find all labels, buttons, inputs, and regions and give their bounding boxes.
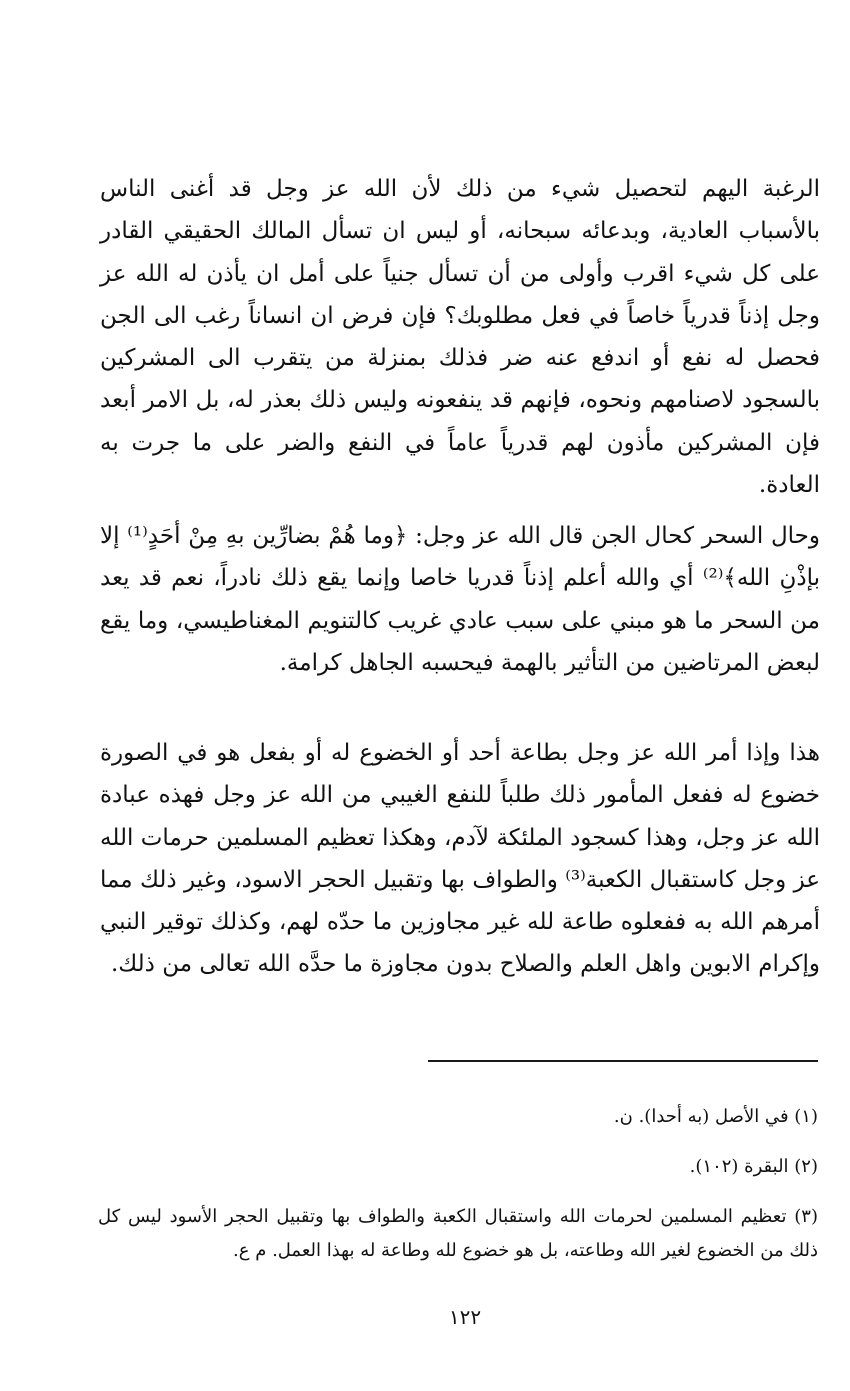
body-paragraph-1: الرغبة اليهم لتحصيل شيء من ذلك لأن الله عز وجل قد أغنى الناس بالأسباب العادية، وبدعائه سبحانه، أو ليس ان تسأل المالك الحقيقي القادر على كل شيء اقرب وأولى من أن تسأل جنياً على أمل ان يأذن له الله عز وجل إذناً قدرياً خاصاً في فعل مطلوبك؟ فإن فرض ان انساناً رغب الى الجن فحصل له نفع أو اندفع عنه ضر فذلك بمنزلة من يتقرب الى المشركين بالسجود لاصنامهم ونحوه، فإنهم قد ينفعونه وليس ذلك بعذر له، بل الامر أبعد فإن المشركين مأذون لهم قدرياً عاماً في النفع والضر على ما جرت به العادة. [100, 176, 820, 499]
footnote-separator [428, 1060, 818, 1062]
body-paragraph-2: وحال السحر كحال الجن قال الله عز وجل: ﴿وما هُمْ بضارِّين بهِ مِنْ أحَدٍ⁽¹⁾ إلا بإذْنِ الله﴾⁽²⁾ أي والله أعلم إذناً قدريا خاصا وإنما يقع ذلك نادراً، نعم قد يعد من السحر ما هو مبني على سبب عادي غريب كالتنويم المغناطيسي، وما يقع لبعض المرتاضين من التأثير بالهمة فيحسبه الجاهل كرامة. [100, 523, 820, 676]
body-paragraph-3: هذا وإذا أمر الله عز وجل بطاعة أحد أو الخضوع له أو بفعل هو في الصورة خضوع له ففعل المأمور ذلك طلباً للنفع الغيبي من الله عز وجل فهذه عبادة الله عز وجل، وهذا كسجود الملئكة لآدم، وهكذا تعظيم المسلمين حرمات الله عز وجل كاستقبال الكعبة⁽³⁾ والطواف بها وتقبيل الحجر الاسود، وغير ذلك مما أمرهم الله به ففعلوه طاعة لله غير مجاوزين ما حدّه لهم، وكذلك توقير النبي وإكرام الابوين واهل العلم والصلاح بدون مجاوزة ما حدَّه الله تعالى من ذلك. [100, 740, 821, 978]
page-number: ١٢٢ [448, 1305, 482, 1329]
footnote-2: (٢) البقرة (١٠٢). [689, 1156, 818, 1177]
footnote-3: (٣) تعظيم المسلمين لحرمات الله واستقبال الكعبة والطواف بها وتقبيل الحجر الأسود ليس كل ذلك من الخضوع لغير الله وطاعته، بل هو خضوع لله وطاعة له بهذا العمل. م ع. [98, 1206, 818, 1261]
footnote-1: (١) في الأصل (به أحدا). ن. [613, 1106, 818, 1127]
